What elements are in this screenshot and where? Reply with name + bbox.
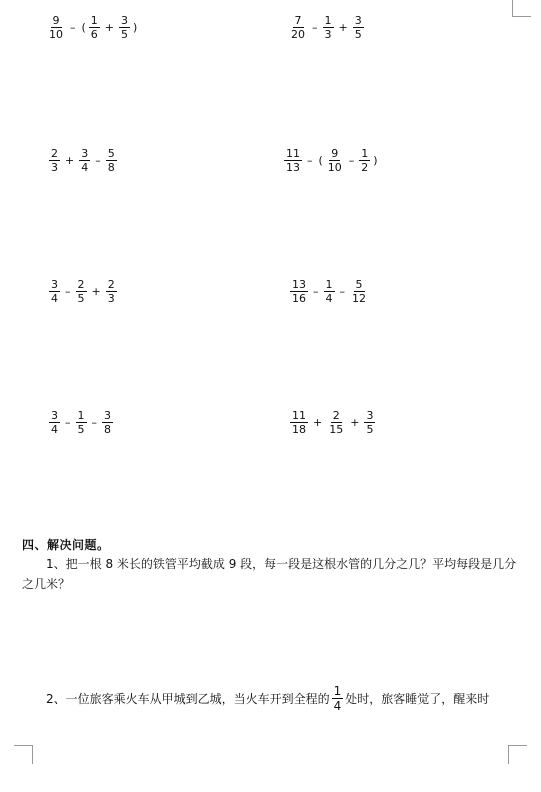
fraction-numerator: 1 bbox=[325, 277, 333, 291]
fraction bbox=[89, 14, 100, 41]
operator: + bbox=[313, 415, 323, 429]
fraction-denominator: 12 bbox=[352, 291, 366, 305]
fraction-numerator: 2 bbox=[51, 146, 58, 160]
fraction-denominator: 5 bbox=[354, 27, 362, 41]
operator: – bbox=[91, 415, 97, 429]
operator: – bbox=[348, 153, 355, 167]
parenthesis: ( bbox=[318, 153, 323, 167]
expression-4 bbox=[283, 145, 380, 175]
fraction bbox=[79, 147, 90, 174]
fraction bbox=[76, 278, 87, 305]
fraction bbox=[76, 409, 87, 436]
fraction-denominator: 5 bbox=[77, 291, 85, 305]
fraction bbox=[102, 409, 113, 436]
fraction-denominator: 15 bbox=[329, 422, 344, 436]
fraction bbox=[49, 409, 60, 436]
fraction-denominator: 4 bbox=[325, 291, 333, 305]
fraction-numerator: 2 bbox=[107, 277, 115, 291]
operator: – bbox=[95, 153, 101, 167]
fraction-denominator: 16 bbox=[292, 291, 306, 305]
fraction-numerator: 1 bbox=[361, 146, 369, 160]
fraction bbox=[327, 409, 345, 436]
fraction-denominator: 8 bbox=[107, 160, 115, 174]
fraction bbox=[364, 409, 375, 436]
fraction-denominator: 4 bbox=[81, 160, 89, 174]
fraction-numerator: 1 bbox=[77, 408, 85, 422]
fraction-numerator: 3 bbox=[51, 277, 58, 291]
fraction bbox=[350, 278, 368, 305]
parenthesis: ) bbox=[373, 153, 378, 167]
page-corner-mark-bottom-left bbox=[14, 745, 33, 764]
fraction bbox=[284, 147, 302, 174]
fraction bbox=[119, 14, 130, 41]
fraction-numerator: 11 bbox=[292, 408, 306, 422]
fraction-numerator: 5 bbox=[355, 277, 363, 291]
fraction-denominator: 20 bbox=[291, 27, 305, 41]
operator: – bbox=[65, 284, 71, 298]
fraction-denominator: 3 bbox=[107, 291, 115, 305]
problem-1: 1、把一根 8 米长的铁管平均截成 9 段，每一段是这根水管的几分之几？平均每段是几分之几米？ bbox=[22, 557, 517, 591]
expression-5 bbox=[48, 276, 118, 306]
fraction-denominator: 10 bbox=[49, 27, 63, 41]
parenthesis: ) bbox=[133, 20, 138, 34]
fraction-numerator: 3 bbox=[354, 13, 362, 27]
operator: – bbox=[313, 284, 319, 298]
parenthesis: ( bbox=[81, 20, 86, 34]
operator: – bbox=[312, 20, 318, 34]
fraction-numerator: 7 bbox=[294, 13, 302, 27]
fraction bbox=[326, 147, 344, 174]
operator: + bbox=[338, 20, 348, 34]
expression-2 bbox=[288, 12, 365, 42]
problem-2-text-before: 2、一位旅客乘火车从甲城到乙城，当火车开到全程的 bbox=[46, 691, 330, 706]
fraction bbox=[359, 147, 370, 174]
fraction bbox=[106, 278, 117, 305]
fraction-denominator: 13 bbox=[286, 160, 300, 174]
expression-6 bbox=[289, 276, 369, 306]
fraction-numerator: 2 bbox=[332, 408, 340, 422]
fraction bbox=[353, 14, 364, 41]
fraction bbox=[49, 147, 60, 174]
fraction-denominator: 5 bbox=[77, 422, 85, 436]
expression-7 bbox=[48, 407, 114, 437]
fraction-denominator: 4 bbox=[333, 699, 342, 713]
fraction-numerator: 3 bbox=[81, 146, 89, 160]
operator: + bbox=[91, 284, 101, 298]
fraction bbox=[290, 278, 308, 305]
fraction-denominator: 4 bbox=[51, 422, 58, 436]
fraction bbox=[290, 409, 308, 436]
fraction-numerator: 9 bbox=[331, 146, 339, 160]
fraction-numerator: 3 bbox=[366, 408, 374, 422]
fraction-numerator: 2 bbox=[77, 277, 85, 291]
problem-2-fraction bbox=[332, 684, 344, 713]
fraction-denominator: 2 bbox=[361, 160, 369, 174]
fraction bbox=[324, 278, 335, 305]
fraction-numerator: 3 bbox=[51, 408, 58, 422]
fraction bbox=[49, 278, 60, 305]
section-title: 四、解决问题。 bbox=[22, 538, 110, 552]
expression-8 bbox=[289, 407, 376, 437]
fraction-denominator: 3 bbox=[51, 160, 58, 174]
page-corner-mark-top-right bbox=[512, 0, 531, 17]
fraction bbox=[289, 14, 307, 41]
fraction-numerator: 1 bbox=[90, 13, 98, 27]
operator: – bbox=[307, 153, 313, 167]
fraction-numerator: 1 bbox=[333, 684, 342, 698]
fraction bbox=[323, 14, 334, 41]
fraction-numerator: 9 bbox=[52, 13, 60, 27]
operator: + bbox=[350, 415, 360, 429]
operator: + bbox=[104, 20, 115, 34]
operator: – bbox=[339, 284, 345, 298]
fraction-denominator: 10 bbox=[327, 160, 342, 174]
expression-1 bbox=[46, 12, 139, 42]
fraction-numerator: 5 bbox=[107, 146, 115, 160]
fraction-numerator: 13 bbox=[292, 277, 306, 291]
operator: – bbox=[65, 415, 71, 429]
fraction-denominator: 6 bbox=[90, 27, 98, 41]
fraction-numerator: 3 bbox=[121, 13, 129, 27]
operator: + bbox=[65, 153, 75, 167]
fraction-denominator: 4 bbox=[51, 291, 58, 305]
problem-2 bbox=[46, 684, 526, 713]
fraction-denominator: 18 bbox=[292, 422, 306, 436]
fraction bbox=[47, 14, 65, 41]
fraction bbox=[106, 147, 117, 174]
fraction-denominator: 8 bbox=[104, 422, 111, 436]
fraction-numerator: 1 bbox=[324, 13, 332, 27]
fraction-denominator: 5 bbox=[121, 27, 129, 41]
operator: – bbox=[70, 20, 76, 34]
fraction-denominator: 3 bbox=[324, 27, 332, 41]
page-corner-mark-bottom-right bbox=[508, 745, 527, 764]
fraction-denominator: 5 bbox=[366, 422, 374, 436]
expression-3 bbox=[48, 145, 118, 175]
fraction-numerator: 11 bbox=[286, 146, 300, 160]
fraction-numerator: 3 bbox=[104, 408, 111, 422]
problem-2-text-after: 处时，旅客睡觉了，醒来时 bbox=[345, 691, 490, 706]
